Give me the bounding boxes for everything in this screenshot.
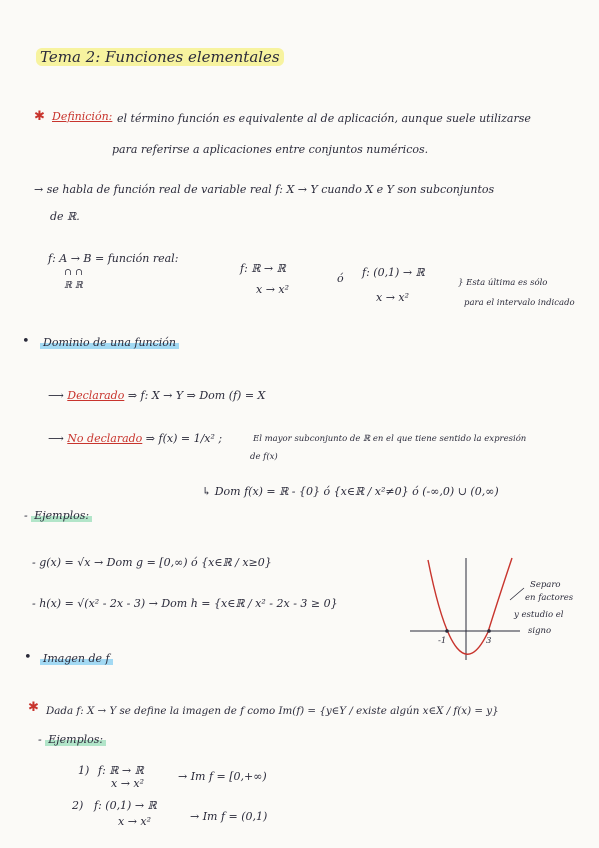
map-right-bot: x → x²: [376, 291, 410, 304]
ex1-top: f: ℝ → ℝ: [98, 764, 144, 777]
ejemplos2-label: [38, 733, 106, 747]
dominio-title-text: Dominio de una función: [40, 336, 179, 349]
ex2-num: 2): [72, 799, 84, 812]
ex2-result: → Im f = (0,1): [190, 810, 268, 823]
bullet-dot: •: [22, 334, 30, 349]
arrow-icon: ⟶: [48, 389, 68, 402]
example-h: - h(x) = √(x² - 2x - 3) → Dom h = {x∈ℝ / x² - 2x - 3 ≥ 0}: [32, 597, 338, 610]
graph-note4: signo: [528, 626, 552, 636]
ejemplos1-label-text: Ejemplos:: [31, 509, 92, 522]
ex1-num: 1): [78, 764, 90, 777]
asterisk-icon: ✱: [34, 109, 45, 124]
tick-left: -1: [438, 636, 447, 646]
map-mid-top: f: ℝ → ℝ: [240, 262, 286, 275]
real-function-line2: de ℝ.: [50, 210, 80, 223]
ex2-bot: x → x²: [118, 815, 152, 828]
map-or: ó: [337, 272, 344, 285]
no-declarado-note1: El mayor subconjunto de ℝ en el que tiene sentido la expresión: [253, 434, 527, 444]
tick-right: 3: [486, 636, 492, 646]
imagen-title-text: Imagen de f: [40, 652, 113, 665]
definicion-label: Definición:: [52, 110, 113, 123]
ex1-bot: x → x²: [111, 777, 145, 790]
bullet-dot: •: [24, 650, 32, 665]
declarado-label: Declarado: [67, 389, 125, 402]
map-mid-bot: x → x²: [256, 283, 290, 296]
asterisk-icon: ✱: [28, 700, 39, 715]
real-function-line1: → se habla de función real de variable real f: X → Y cuando X e Y son subconjuntos: [34, 183, 495, 196]
no-declarado-note2: de f(x): [250, 452, 278, 462]
imagen-def: Dada f: X → Y se define la imagen de f como Im(f) = {y∈Y / existe algún x∈X / f(x) = y}: [46, 705, 499, 717]
ejemplos2-label-text: Ejemplos:: [45, 733, 106, 746]
graph-note3: y estudio el: [514, 610, 564, 620]
title-text: Tema 2: Funciones elementales: [36, 48, 284, 66]
map-left-top: f: A → B = función real:: [48, 252, 179, 265]
dash: -: [24, 509, 32, 522]
map-note2: para el intervalo indicado: [464, 298, 575, 308]
map-left-bot: ℝ ℝ: [64, 280, 83, 291]
no-declarado-text: ⇒ f(x) = 1/x² ;: [145, 432, 223, 445]
ex1-result: → Im f = [0,+∞): [178, 770, 267, 783]
map-left-mid: ∩ ∩: [64, 267, 83, 278]
declarado-text: ⇒ f: X → Y ⇒ Dom (f) = X: [127, 389, 266, 402]
map-right-top: f: (0,1) → ℝ: [362, 266, 425, 279]
example-g: - g(x) = √x → Dom g = [0,∞) ó {x∈ℝ / x≥0}: [32, 556, 272, 569]
no-declarado-label: No declarado: [67, 432, 143, 445]
ex2-top: f: (0,1) → ℝ: [94, 799, 157, 812]
definicion-line2: para referirse a aplicaciones entre conjuntos numéricos.: [112, 143, 429, 156]
graph-note2: en factores: [525, 593, 574, 603]
map-note1: } Esta última es sólo: [458, 278, 548, 288]
imagen-title: [40, 652, 113, 666]
arrow-icon: ⟶: [48, 432, 68, 445]
dash: -: [38, 733, 46, 746]
definicion-line1: el término función es equivalente al de aplicación, aunque suele utilizarse: [117, 112, 531, 125]
graph-note1: Separo: [530, 580, 561, 590]
dom-result: ↳ Dom f(x) = ℝ - {0} ó {x∈ℝ / x²≠0} ó (-∞,0) ∪ (0,∞): [202, 485, 499, 498]
